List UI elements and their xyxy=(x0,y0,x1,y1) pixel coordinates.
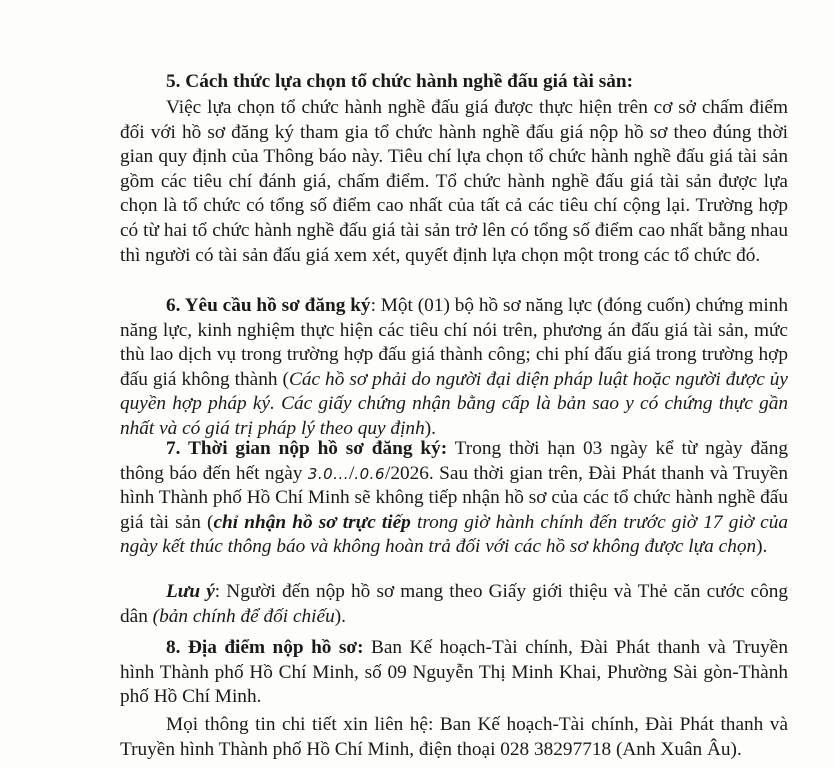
date-separator: / xyxy=(349,462,355,484)
section-6-heading: 6. Yêu cầu hồ sơ đăng ký xyxy=(166,295,371,316)
date-year: /2026 xyxy=(385,462,429,484)
section-5-heading: 5. Cách thức lựa chọn tổ chức hành nghề đấu giá tài sản: xyxy=(166,71,633,92)
handwritten-day: 3.0... xyxy=(307,464,350,483)
section-6-paragraph xyxy=(120,294,788,442)
section-6-end: ). xyxy=(424,417,436,439)
note-label: Lưu ý xyxy=(166,581,215,602)
note-italic: (bản chính để đối chiếu xyxy=(152,605,335,627)
section-7-body-start: Trong thời hạn 03 ngày kể từ ngày đăng thông báo đến hết ngày xyxy=(120,438,789,484)
section-7-paragraph xyxy=(120,437,788,560)
section-7-end: ). xyxy=(756,536,768,558)
section-6-note: Các hồ sơ phải do người đại diện pháp luật hoặc người được ủy quyền hợp pháp ký. Các giấy chứng nhận bằng cấp là bản sao y có chứng thực gần nhất và có giá trị pháp lý theo quy định xyxy=(120,368,788,439)
section-8-heading: 8. Địa điểm nộp hồ sơ: xyxy=(166,637,364,658)
section-8-body: Ban Kế hoạch-Tài chính, Đài Phát thanh và Truyền hình Thành phố Hồ Chí Minh, số 09 Nguyễn Thị Minh Khai, Phường Sài gòn-Thành phố Hồ Chí Minh. xyxy=(120,637,788,708)
section-7-body-end: . Sau thời gian trên, Đài Phát thanh và Truyền hình Thành phố Hồ Chí Minh sẽ không tiếp nhận hồ sơ của các tổ chức hành nghề đấu giá tài sản ( xyxy=(120,462,788,533)
section-5-body: Việc lựa chọn tổ chức hành nghề đấu giá được thực hiện trên cơ sở chấm điểm đối với hồ sơ đăng ký tham gia tổ chức hành nghề đấu giá nộp hồ sơ theo đúng thời gian quy định của Thông báo này. Tiêu chí lựa chọn tổ chức hành nghề đấu giá tài sản gồm các tiêu chí đánh giá, chấm điểm. Tổ chức hành nghề đấu giá tài sản được lựa chọn là tổ chức có tổng số điểm cao nhất của tất cả các tiêu chí cộng lại. Trường hợp có từ hai tổ chức hành nghề đấu giá tài sản trở lên có tổng số điểm cao nhất bằng nhau thì người có tài sản đấu giá xem xét, quyết định lựa chọn một trong các tổ chức đó. xyxy=(120,97,788,266)
note-paragraph xyxy=(120,580,788,629)
section-6-body: : Một (01) bộ hồ sơ năng lực (đóng cuốn) chứng minh năng lực, kinh nghiệm thực hiện các tiêu chí nói trên, phương án đấu giá tài sản, mức thù lao dịch vụ trong trường hợp đấu giá thành công; chi phí đấu giá trong trường hợp đấu giá không thành ( xyxy=(120,295,788,390)
section-7-emphasis: chỉ nhận hồ sơ trực tiếp xyxy=(213,511,411,533)
section-8-paragraph xyxy=(120,636,788,710)
note-end: ). xyxy=(334,605,346,627)
contact-paragraph: Mọi thông tin chi tiết xin liên hệ: Ban Kế hoạch-Tài chính, Đài Phát thanh và Truyền hình Thành phố Hồ Chí Minh, điện thoại 028 38297718 (Anh Xuân Âu). xyxy=(120,714,788,760)
section-7-note: trong giờ hành chính đến trước giờ 17 giờ của ngày kết thúc thông báo và không hoàn trả đối với các hồ sơ không được lựa chọn xyxy=(120,511,788,558)
section-7-heading: 7. Thời gian nộp hồ sơ đăng ký: xyxy=(166,438,448,459)
handwritten-month: .0.6 xyxy=(354,464,385,483)
note-body: : Người đến nộp hồ sơ mang theo Giấy giới thiệu và Thẻ căn cước công dân xyxy=(120,581,788,627)
